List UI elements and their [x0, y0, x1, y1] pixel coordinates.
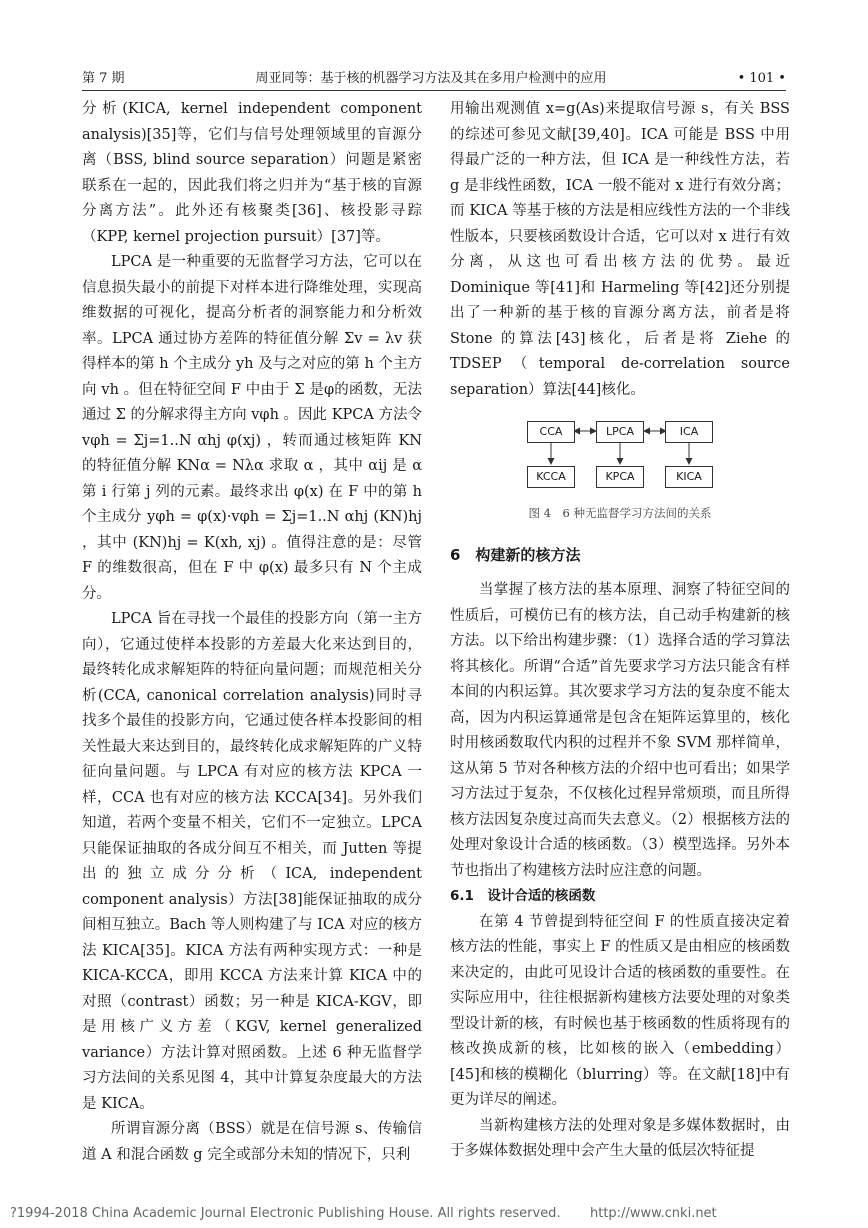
box-kpca: KPCA [596, 466, 644, 488]
paragraph: 所谓盲源分离（BSS）就是在信号源 s、传输信道 A 和混合函数 g 完全或部分未知的情况下，只利 [82, 1121, 422, 1163]
page-number: • 101 • [737, 71, 786, 86]
paragraph: 在第 4 节曾提到特征空间 F 的性质直接决定着核方法的性能，事实上 F 的性质又是由相应的核函数来决定的，由此可见设计合适的核函数的重要性。在实际应用中，往往根据新构建核方法要处理的对象类型设计新的核，有时候也基于核函数的性质将现有的核改换成新的核，比如核的嵌入（embedding）[45]和核的模糊化（blurring）等。在文献[18]中有更为详尽的阐述。 [450, 913, 790, 1108]
box-lpca: LPCA [596, 421, 644, 443]
section-heading: 6 构建新的核方法 [450, 545, 581, 564]
box-kica: KICA [665, 466, 713, 488]
issue-label: 第 7 期 [82, 71, 125, 86]
footer-url: http://www.cnki.net [590, 1206, 717, 1221]
figure-4-diagram [450, 419, 790, 499]
figure-caption: 图 4 6 种无监督学习方法间的关系 [528, 506, 712, 520]
box-kcca: KCCA [527, 466, 575, 488]
box-cca: CCA [527, 421, 575, 443]
paragraph: LPCA 旨在寻找一个最佳的投影方向（第一主方向），它通过使样本投影的方差最大化来达到目的，最终转化成求解矩阵的特征向量问题；而规范相关分析(CCA, canonical correlation analysis)同时寻找多个最佳的投影方向，它通过使各样本投影间的相关性最大来达到目的，最终转化成求解矩阵的广义特征向量问题。与 LPCA 有对应的核方法 KPCA 一样，CCA 也有对应的核方法 KCCA[34]。另外我们知道，若两个变量不相关，它们不一定独立。LPCA 只能保证抽取的各成分间互不相关，而 Jutten 等提出的独立成分分析（ICA, independent component analysis）方法[38]能保证抽取的成分间相互独立。Bach 等人则构建了与 ICA 对应的核方法 KICA[35]。KICA 方法有两种实现方式：一种是 KICA-KCCA，即用 KCCA 方法来计算 KICA 中的对照（contrast）函数；另一种是 KICA-KGV，即是用核广义方差（KGV, kernel generalized variance）方法计算对照函数。上述 6 种无监督学习方法间的关系见图 4，其中计算复杂度最大的方法是 KICA。 [82, 611, 422, 1112]
paragraph: LPCA 是一种重要的无监督学习方法，它可以在信息损失最小的前提下对样本进行降维处理，实现高维数据的可视化，提高分析者的洞察能力和分析效率。LPCA 通过协方差阵的特征值分解 Σv = λv 获得样本的第 h 个主成分 yh 及与之对应的第 h 个主方向 vh 。但在特征空间 F 中由于 Σ 是φ的函数，无法通过 Σ 的分解求得主方向 vφh 。因此 KPCA 方法令 vφh = Σj=1..N αhj φ(xj) ，转而通过核矩阵 KN 的特征值分解 KNα = Nλα 求取 α ，其中 αij 是 α 第 i 行第 j 列的元素。最终求出 φ(x) 在 F 中的第 h 个主成分 yφh = φ(x)·vφh = Σj=1..N αhj (KN)hj ，其中 (KN)hj = K(xh, xj) 。值得注意的是：尽管 F 的维数很高，但在 F 中 φ(x) 最多只有 N 个主成分。 [82, 254, 422, 602]
box-ica: ICA [665, 421, 713, 443]
running-title: 周亚同等：基于核的机器学习方法及其在多用户检测中的应用 [255, 71, 607, 86]
paragraph: 当新构建核方法的处理对象是多媒体数据时，由于多媒体数据处理中会产生大量的低层次特征提 [450, 1117, 790, 1159]
right-column [450, 97, 790, 1165]
copyright-notice: ?1994-2018 China Academic Journal Electronic Publishing House. All rights reserved. [10, 1206, 561, 1221]
paragraph: 用输出观测值 x=g(As)来提取信号源 s，有关 BSS 的综述可参见文献[39,40]。ICA 可能是 BSS 中用得最广泛的一种方法，但 ICA 是一种线性方法，若 g 是非线性函数，ICA 一般不能对 x 进行有效分离；而 KICA 等基于核的方法是相应线性方法的一个非线性版本，只要核函数设计合适，它可以对 x 进行有效分离，从这也可看出核方法的优势。最近 Dominique 等[41]和 Harmeling 等[42]还分别提出了一种新的基于核的盲源分离方法，前者是将 Stone 的算法[43]核化，后者是将 Ziehe 的 TDSEP（temporal de-correlation source separation）算法[44]核化。 [450, 101, 790, 398]
paragraph: 当掌握了核方法的基本原理、洞察了特征空间的性质后，可模仿已有的核方法，自己动手构建新的核方法。以下给出构建步骤：（1）选择合适的学习算法将其核化。所谓“合适”首先要求学习方法只能含有样本间的内积运算。其次要求学习方法的复杂度不能太高，因为内积运算通常是包含在矩阵运算里的，核化时用核函数取代内积的过程并不象 SVM 那样简单，这从第 5 节对各种核方法的介绍中也可看出；如果学习方法过于复杂，不仅核化过程异常烦琐，而且所得核方法因复杂度过高而失去意义。（2）根据核方法的处理对象设计合适的核函数。（3）模型选择。另外本节也指出了构建核方法时应注意的问题。 [450, 582, 790, 879]
running-header [82, 64, 786, 91]
subsection-heading: 6.1 设计合适的核函数 [450, 888, 596, 904]
left-column [82, 97, 422, 1168]
paragraph: 分析(KICA, kernel independent component analysis)[35]等，它们与信号处理领域里的盲源分离（BSS, blind source separation）问题是紧密联系在一起的，因此我们将之归并为“基于核的盲源分离方法”。此外还有核聚类[36]、核投影寻踪（KPP, kernel projection pursuit）[37]等。 [82, 101, 422, 245]
